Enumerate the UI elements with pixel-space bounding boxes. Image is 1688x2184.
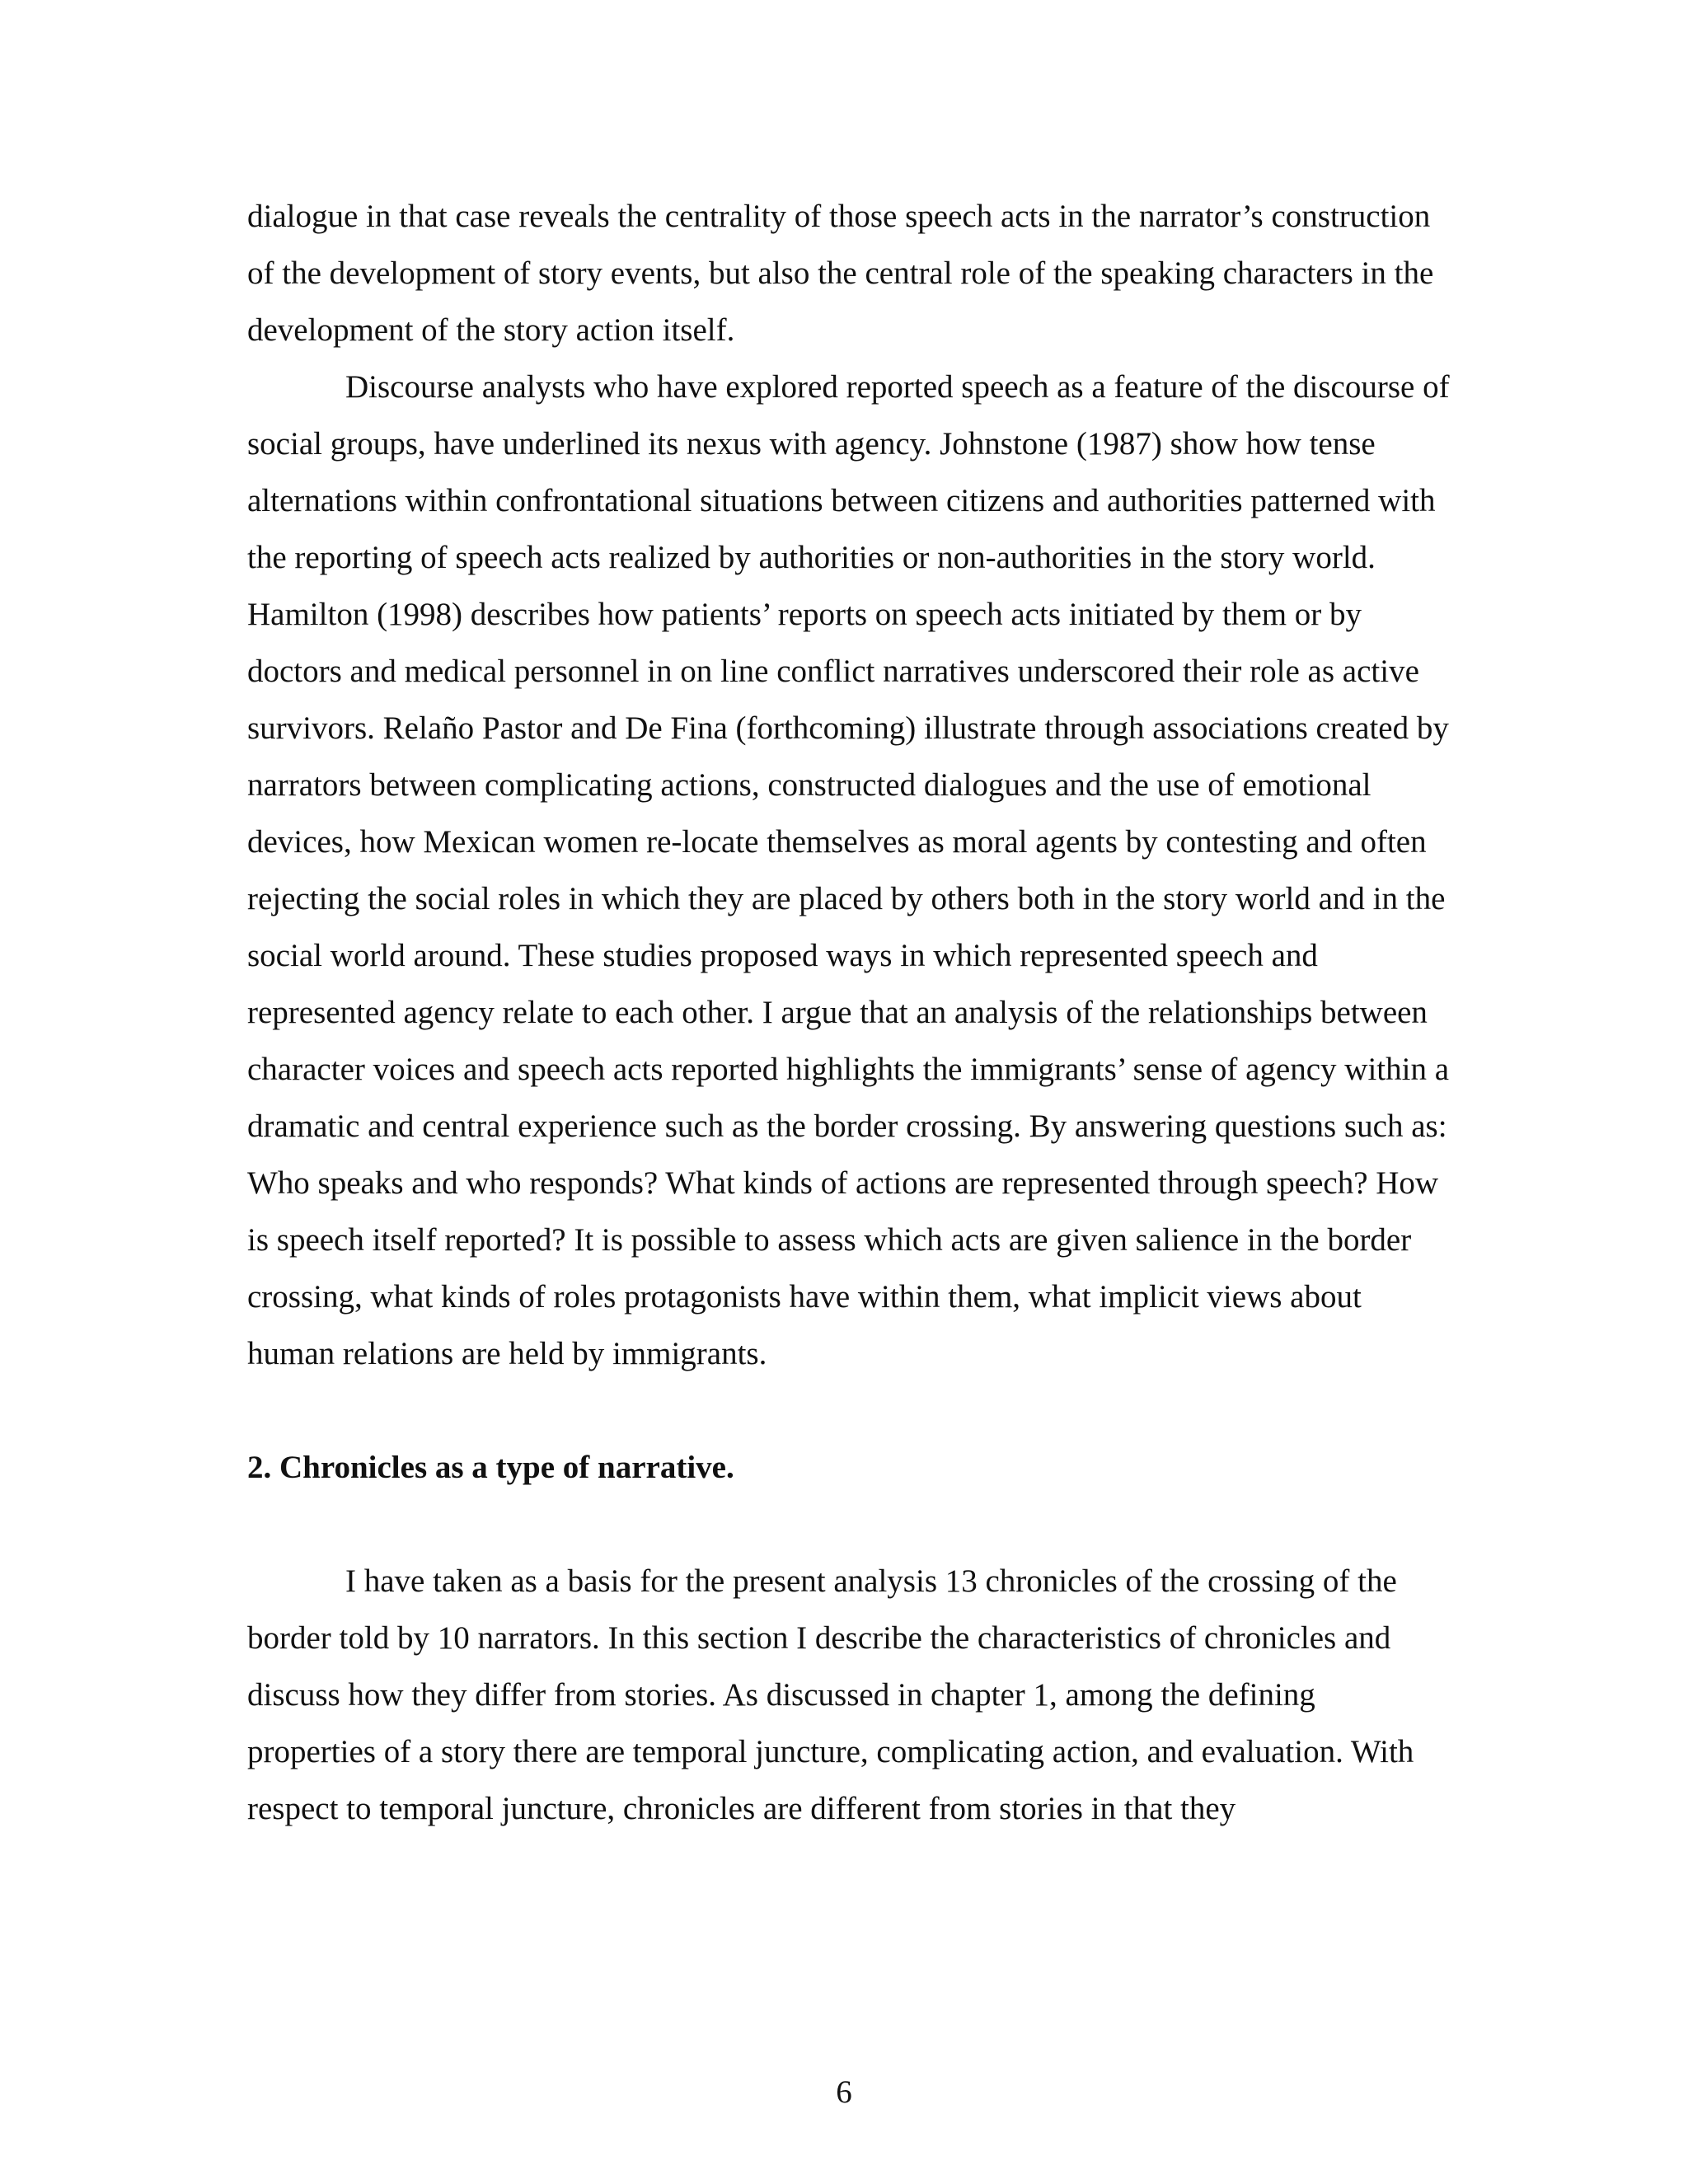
paragraph-continuation: dialogue in that case reveals the centrality of those speech acts in the narrator’s construction of the development of story events, but also the central role of the speaking characters in the development of the story action itself.	[247, 199, 1434, 348]
paragraph-chronicles: I have taken as a basis for the present analysis 13 chronicles of the crossing of the border told by 10 narrators. In this section I describe the characteristics of chronicles and discuss how they differ from stories. As discussed in chapter 1, among the defining properties of a story there are temporal juncture, complicating action, and evaluation. With respect to temporal juncture, chronicles are different from stories in that they	[247, 1563, 1414, 1826]
paragraph-reported-speech: Discourse analysts who have explored reported speech as a feature of the discourse of social groups, have underlined its nexus with agency. Johnstone (1987) show how tense alternations within confrontational situations between citizens and authorities patterned with the reporting of speech acts realized by authorities or non-authorities in the story world. Hamilton (1998) describes how patients’ reports on speech acts initiated by them or by doctors and medical personnel in on line conflict narratives underscored their role as active survivors. Relaño Pastor and De Fina (forthcoming) illustrate through associations created by narrators between complicating actions, constructed dialogues and the use of emotional devices, how Mexican women re-locate themselves as moral agents by contesting and often rejecting the social roles in which they are placed by others both in the story world and in the social world around. These studies proposed ways in which represented speech and represented agency relate to each other. I argue that an analysis of the relationships between character voices and speech acts reported highlights the immigrants’ sense of agency within a dramatic and central experience such as the border crossing. By answering questions such as: Who speaks and who responds? What kinds of actions are represented through speech? How is speech itself reported? It is possible to assess which acts are given salience in the border crossing, what kinds of roles protagonists have within them, what implicit views about human relations are held by immigrants.	[247, 369, 1450, 1371]
section-heading: 2. Chronicles as a type of narrative.	[247, 1450, 734, 1485]
page-number: 6	[836, 2074, 852, 2110]
document-body	[247, 188, 1451, 1837]
